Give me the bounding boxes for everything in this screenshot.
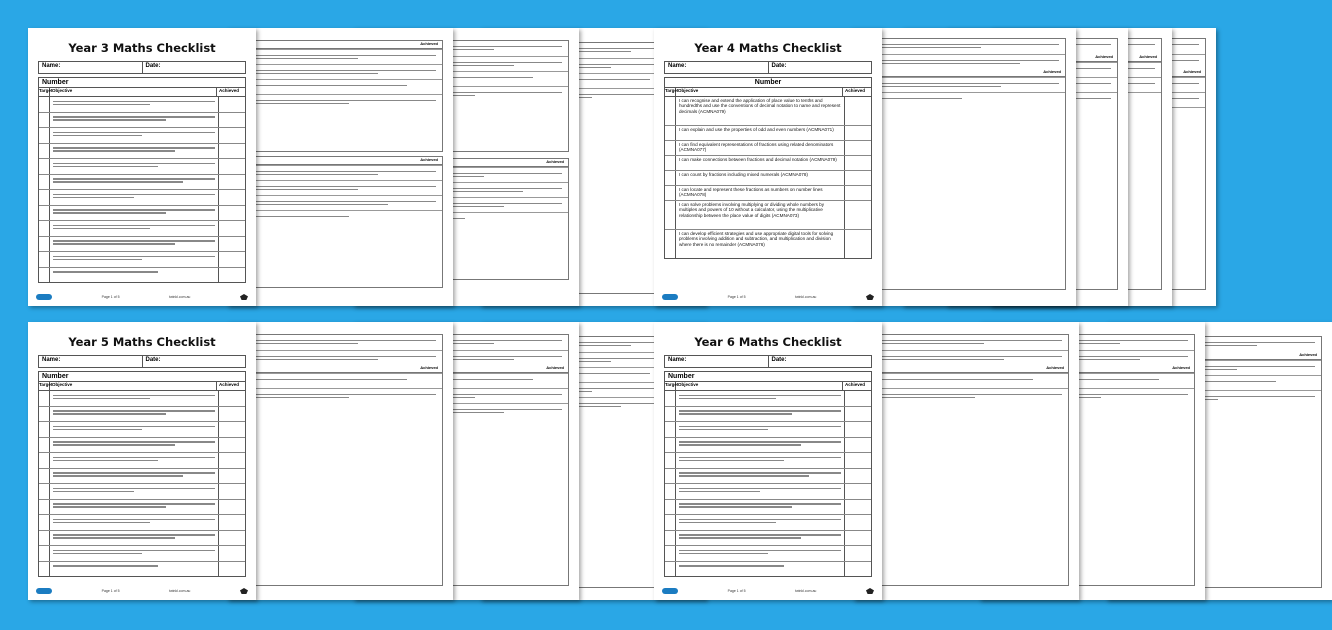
table-row [665, 452, 871, 468]
name-field[interactable]: Name: [665, 62, 769, 73]
name-field[interactable]: Name: [39, 62, 143, 73]
name-field[interactable]: Name: [39, 356, 143, 367]
objective-text: I can locate and represent these fractions as numbers on number lines (ACMNA078) [676, 186, 845, 200]
table-row [39, 499, 245, 515]
year5-page-1 [28, 322, 256, 600]
table-row [665, 200, 871, 229]
date-field[interactable]: Date: [145, 63, 161, 69]
table-row [39, 545, 245, 561]
table-row [39, 236, 245, 252]
year6-checklist-set [654, 322, 1317, 606]
achieved-checkbox[interactable] [219, 438, 245, 453]
section-heading: Number [664, 371, 872, 381]
page-footer: Page 1 of 5 twinkl.com.au [662, 586, 874, 596]
table-row [39, 437, 245, 453]
table-header: Target Objective Achieved [664, 87, 872, 97]
achieved-checkbox[interactable] [219, 453, 245, 468]
achieved-checkbox[interactable] [845, 562, 871, 577]
achieved-checkbox[interactable] [845, 171, 871, 185]
achieved-checkbox[interactable] [219, 159, 245, 174]
achieved-checkbox[interactable] [219, 221, 245, 236]
achieved-checkbox[interactable] [845, 515, 871, 530]
achieved-checkbox[interactable] [845, 186, 871, 200]
year3-page-1 [28, 28, 256, 306]
achieved-checkbox[interactable] [219, 113, 245, 128]
table-row [665, 406, 871, 422]
table-row [39, 174, 245, 190]
objectives-table [38, 391, 246, 577]
objective-text: I can find equivalent representations of fractions using related denominators (ACMNA077) [676, 141, 845, 155]
table-row [665, 421, 871, 437]
year5-page-3: Achieved [353, 322, 579, 600]
objective-text: I can recognise and extend the application of place value to tenths and hundredths and use the conventions of decimal notation to name and represent decimals (ACMNA079) [676, 97, 845, 125]
year5-page-2: Achieved [227, 322, 453, 600]
achieved-checkbox[interactable] [845, 484, 871, 499]
objectives-table [38, 97, 246, 283]
achieved-checkbox[interactable] [219, 531, 245, 546]
table-row [39, 251, 245, 267]
table-row [39, 220, 245, 236]
name-date-row [38, 355, 246, 368]
twinkl-logo-icon [36, 294, 52, 300]
achieved-checkbox[interactable] [219, 128, 245, 143]
objectives-table [664, 391, 872, 577]
table-row [665, 185, 871, 200]
table-row [39, 468, 245, 484]
section-heading: Number [38, 77, 246, 87]
table-row [665, 437, 871, 453]
section-heading: Number [664, 77, 872, 87]
achieved-checkbox[interactable] [845, 230, 871, 258]
table-row [39, 391, 245, 406]
page-footer: Page 1 of 5 twinkl.com.au [36, 292, 248, 302]
year6-page-1 [654, 322, 882, 600]
objective-text: I can make connections between fractions and decimal notation (ACMNA079) [676, 156, 845, 170]
table-row [39, 561, 245, 577]
date-field[interactable]: Date: [771, 357, 787, 363]
achieved-checkbox[interactable] [219, 206, 245, 221]
achieved-checkbox[interactable] [219, 237, 245, 252]
achieved-checkbox[interactable] [845, 422, 871, 437]
year4-page-4: Achieved [946, 28, 1172, 306]
year6-page-3: Achieved [979, 322, 1205, 600]
date-field[interactable]: Date: [771, 63, 787, 69]
table-row [39, 97, 245, 112]
table-row [39, 127, 245, 143]
achieved-checkbox[interactable] [219, 97, 245, 112]
achieved-checkbox[interactable] [845, 141, 871, 155]
table-row [39, 514, 245, 530]
table-row [665, 125, 871, 140]
twinkl-logo-icon [662, 588, 678, 594]
name-date-row [664, 61, 872, 74]
objective-text: I can count by fractions including mixed numerals (ACMNA078) [676, 171, 845, 185]
table-row [39, 112, 245, 128]
date-field[interactable]: Date: [145, 357, 161, 363]
achieved-checkbox[interactable] [845, 126, 871, 140]
year4-page-1 [654, 28, 882, 306]
year4-page-2: Achieved [850, 28, 1076, 306]
twinkl-logo-icon [36, 588, 52, 594]
achieved-checkbox[interactable] [845, 156, 871, 170]
table-row [665, 391, 871, 406]
achieved-checkbox[interactable] [219, 252, 245, 267]
table-row [39, 189, 245, 205]
table-row [665, 545, 871, 561]
table-row [665, 499, 871, 515]
table-row [39, 421, 245, 437]
year5-checklist-set [28, 322, 608, 606]
graduation-cap-icon [240, 294, 248, 300]
year6-page-2: Achieved [853, 322, 1079, 600]
section-heading: Number [38, 371, 246, 381]
year4-page-5: Achieved [990, 28, 1216, 306]
year3-page-4: Achieved [353, 28, 579, 306]
table-row [665, 155, 871, 170]
table-row [665, 140, 871, 155]
table-row [665, 170, 871, 185]
page-footer: Page 1 of 5 twinkl.com.au [36, 586, 248, 596]
table-row [39, 158, 245, 174]
table-row [39, 530, 245, 546]
table-row [665, 561, 871, 577]
twinkl-logo-icon [662, 294, 678, 300]
table-row [665, 229, 871, 258]
table-row [39, 483, 245, 499]
achieved-checkbox[interactable] [845, 453, 871, 468]
year4-checklist-set [654, 28, 1234, 312]
table-row [39, 406, 245, 422]
table-row [39, 267, 245, 283]
achieved-checkbox[interactable] [219, 484, 245, 499]
graduation-cap-icon [240, 588, 248, 594]
graduation-cap-icon [866, 588, 874, 594]
year6-page-4: Achieved [1106, 322, 1332, 600]
page-title: Year 4 Maths Checklist [694, 41, 842, 55]
achieved-checkbox[interactable] [845, 531, 871, 546]
table-header: Target Objective Achieved [664, 381, 872, 391]
achieved-checkbox[interactable] [845, 391, 871, 406]
objective-text: I can solve problems involving multiplying or dividing whole numbers by multiples and powers of 10 without a calculator, using the multiplicative relationship between the place value of digits (ACMNA073) [676, 201, 845, 229]
table-row [665, 530, 871, 546]
table-row [665, 483, 871, 499]
objectives-table [664, 97, 872, 259]
achieved-checkbox[interactable] [845, 407, 871, 422]
year4-page-3: Achieved [902, 28, 1128, 306]
table-row [39, 452, 245, 468]
name-date-row [664, 355, 872, 368]
achieved-checkbox[interactable] [219, 407, 245, 422]
page-footer: Page 1 of 5 twinkl.com.au [662, 292, 874, 302]
achieved-checkbox[interactable] [219, 515, 245, 530]
achieved-checkbox[interactable] [219, 422, 245, 437]
achieved-checkbox[interactable] [219, 391, 245, 406]
achieved-checkbox[interactable] [219, 144, 245, 159]
name-date-row [38, 61, 246, 74]
achieved-checkbox[interactable] [219, 500, 245, 515]
achieved-checkbox[interactable] [845, 97, 871, 125]
achieved-checkbox[interactable] [845, 469, 871, 484]
objective-text: I can develop efficient strategies and use appropriate digital tools for solving problems involving addition and subtraction, and multiplication and division where there is no remainder (ACMNA076) [676, 230, 845, 258]
page-title: Year 5 Maths Checklist [68, 335, 216, 349]
page-title: Year 3 Maths Checklist [68, 41, 216, 55]
achieved-checkbox[interactable] [219, 175, 245, 190]
achieved-checkbox[interactable] [845, 201, 871, 229]
achieved-checkbox[interactable] [219, 268, 245, 283]
objective-text: I can explain and use the properties of odd and even numbers (ACMNA071) [676, 126, 845, 140]
table-row [665, 468, 871, 484]
achieved-checkbox[interactable] [219, 562, 245, 577]
achieved-checkbox[interactable] [845, 500, 871, 515]
table-header: Target Objective Achieved [38, 87, 246, 97]
table-row [665, 514, 871, 530]
graduation-cap-icon [866, 294, 874, 300]
page-title: Year 6 Maths Checklist [694, 335, 842, 349]
achieved-checkbox[interactable] [219, 469, 245, 484]
achieved-checkbox[interactable] [219, 546, 245, 561]
name-field[interactable]: Name: [665, 356, 769, 367]
table-header: Target Objective Achieved [38, 381, 246, 391]
table-row [665, 97, 871, 125]
achieved-checkbox[interactable] [219, 190, 245, 205]
achieved-checkbox[interactable] [845, 546, 871, 561]
year3-page-3: Achieved Achieved [227, 28, 453, 306]
year3-checklist-set [28, 28, 608, 312]
table-row [39, 143, 245, 159]
table-row [39, 205, 245, 221]
achieved-checkbox[interactable] [845, 438, 871, 453]
